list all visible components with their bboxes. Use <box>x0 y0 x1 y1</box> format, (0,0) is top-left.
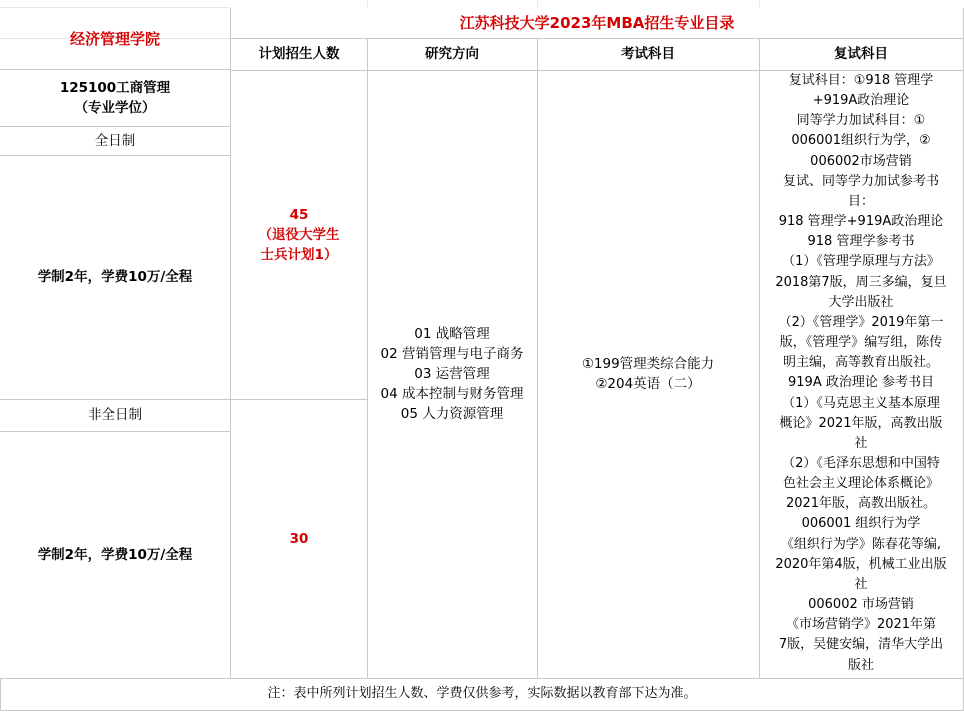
parttime-plan-count: 30 <box>230 399 368 679</box>
direction-item: 03 运营管理 <box>414 366 490 382</box>
retest-line: 目： <box>847 193 874 209</box>
footnote: 注：表中所列计划招生人数、学费仅供参考，实际数据以教育部下达为准。 <box>0 678 964 711</box>
parttime-label: 非全日制 <box>0 399 231 432</box>
retest-line: 复试科目：①918 管理学 <box>788 73 934 88</box>
college-name: 经济管理学院 <box>0 8 231 70</box>
retest-line: 7版，吴健安编，清华大学出 <box>778 637 944 653</box>
parttime-duration-fee: 学制2年，学费10万/全程 <box>0 431 231 679</box>
retest-line: 版社 <box>847 657 874 673</box>
retest-line: 006001组织行为学，② <box>791 133 931 149</box>
sheet-gridline <box>759 0 760 7</box>
exam-item: ①199管理类综合能力 <box>581 356 715 372</box>
fulltime-plan <box>230 70 368 400</box>
retest-line: 《市场营销学》2021年第 <box>785 617 937 633</box>
header-exam: 考试科目 <box>537 38 760 71</box>
page-title: 江苏科技大学2023年MBA招生专业目录 <box>230 8 964 39</box>
fulltime-label: 全日制 <box>0 126 231 156</box>
retest-line: 大学出版社 <box>828 294 894 310</box>
sheet-gridline <box>537 0 538 7</box>
retest-line: 明主编，高等教育出版社。 <box>782 355 939 371</box>
retest-line: 006001 组织行为学 <box>801 516 921 532</box>
direction-item: 01 战略管理 <box>414 326 490 342</box>
retest-line: 006002市场营销 <box>810 153 912 169</box>
header-direction: 研究方向 <box>367 38 538 71</box>
retest-line: 社 <box>854 435 868 451</box>
retest-line: 2018第7版，周三多编，复旦 <box>775 274 947 290</box>
retest-line: 版，《管理学》编写组，陈传 <box>779 335 943 351</box>
sheet-gridline <box>367 0 368 7</box>
header-plan: 计划招生人数 <box>230 38 368 71</box>
direction-item: 05 人力资源管理 <box>400 406 504 422</box>
header-retest: 复试科目 <box>759 38 964 71</box>
fulltime-plan-note-1: （退役大学生 <box>258 226 340 243</box>
retest-line: 概论》2021年版，高教出版 <box>779 415 943 431</box>
direction-item: 04 成本控制与财务管理 <box>380 386 524 402</box>
retest-line: 《组织行为学》陈春花等编, <box>780 536 942 552</box>
retest-line: 同等学力加试科目：① <box>796 113 926 129</box>
retest-line: （1）《管理学原理与方法》 <box>782 254 940 270</box>
direction-item: 02 营销管理与电子商务 <box>380 346 524 362</box>
fulltime-duration-fee: 学制2年，学费10万/全程 <box>0 155 231 400</box>
retest-subjects <box>759 70 964 679</box>
retest-line: 2020年第4版，机械工业出版 <box>775 556 947 572</box>
program-name <box>0 70 231 127</box>
retest-line: 918 管理学参考书 <box>807 234 915 250</box>
program-code-name: 125100工商管理 <box>59 80 171 96</box>
retest-line: 2021年版，高教出版社。 <box>785 496 937 512</box>
retest-line: 复试、同等学力加试参考书 <box>782 173 939 189</box>
exam-item: ②204英语（二） <box>595 376 701 392</box>
retest-line: （1）《马克思主义基本原理 <box>782 395 940 411</box>
fulltime-plan-note-2: 士兵计划1） <box>260 246 338 263</box>
retest-line: （2）《毛泽东思想和中国特 <box>782 455 940 471</box>
retest-line: （2）《管理学》2019年第一 <box>778 314 944 330</box>
retest-line: 社 <box>854 576 868 592</box>
retest-line: 918 管理学+919A政治理论 <box>778 214 944 230</box>
retest-line: 色社会主义理论体系概论》 <box>782 476 939 492</box>
retest-line: 919A 政治理论 参考书目 <box>788 375 934 391</box>
retest-line: +919A政治理论 <box>812 93 910 109</box>
retest-line: 006002 市场营销 <box>808 597 914 613</box>
exam-subjects <box>537 70 760 679</box>
research-directions <box>367 70 538 679</box>
fulltime-plan-count: 45 <box>289 206 309 223</box>
program-degree: （专业学位） <box>74 100 156 116</box>
